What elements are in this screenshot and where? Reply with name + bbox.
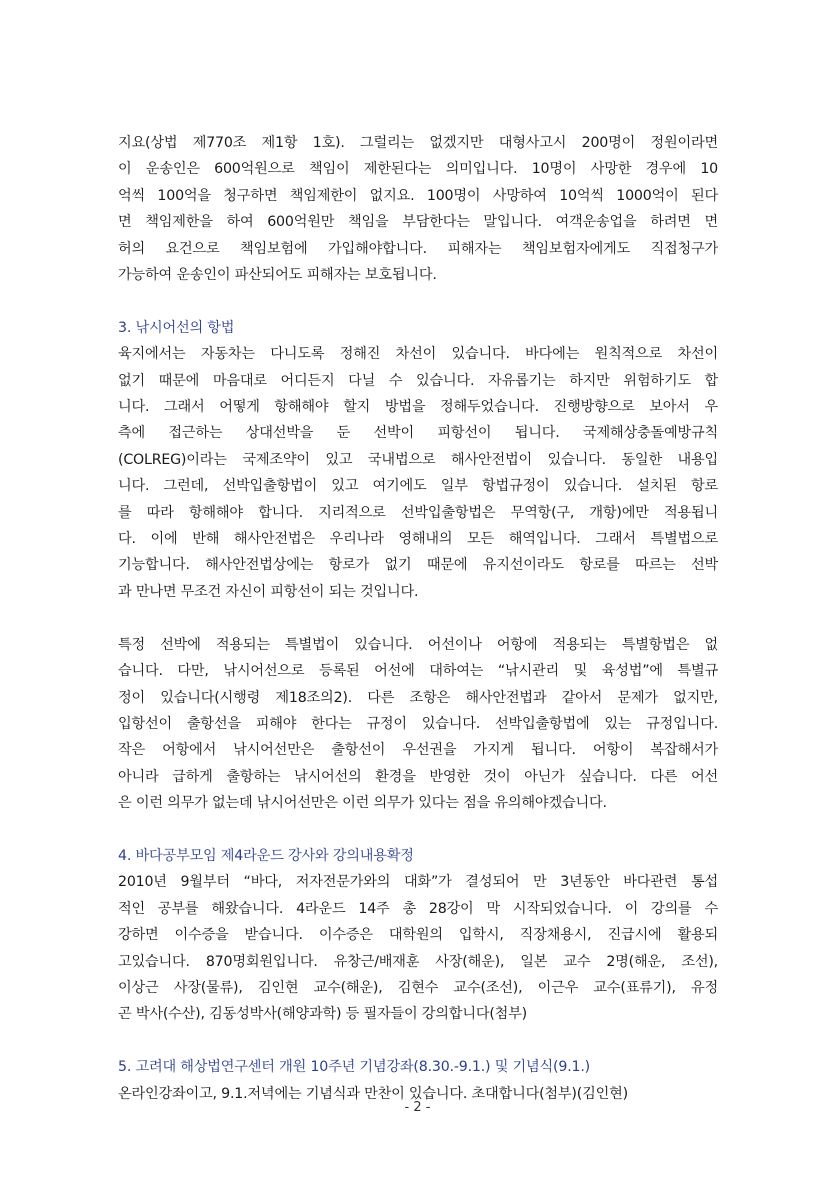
text-line: 곤 박사(수산), 김동성박사(해양과학) 등 필자들이 강의합니다(첨부)	[118, 1006, 528, 1023]
section-paragraph	[118, 632, 718, 817]
section-paragraph	[118, 341, 718, 605]
text-line: 니다. 그런데, 선박입출항법이 있고 여기에도 일부 항법규정이 있습니다. 설치된 항로	[118, 478, 718, 495]
text-line: 습니다. 다만, 낚시어선으로 등록된 어선에 대하여는 “낚시관리 및 육성법”에 특별규	[118, 663, 718, 680]
text-line: 적인 공부를 해왔습니다. 4라운드 14주 총 28강이 막 시작되었습니다. 이 강의를 수	[118, 900, 718, 917]
text-line: 입항선이 출항선을 피해야 한다는 규정이 있습니다. 선박입출항법에 있는 규정입니다.	[118, 715, 718, 732]
text-line: 억씩 100억을 청구하면 책임제한이 없지요. 100명이 사망하여 10억씩 1000억이 된다	[118, 187, 718, 204]
text-line: 육지에서는 자동차는 다니도록 정해진 차선이 있습니다. 바다에는 원칙적으로 차선이	[118, 346, 718, 363]
text-line: 가능하여 운송인이 파산되어도 피해자는 보호됩니다.	[118, 267, 437, 284]
section-paragraph	[118, 130, 718, 288]
text-line: 이상근 사장(물류), 김인현 교수(해운), 김현수 교수(조선), 이근우 교수(표류기), 유정	[118, 979, 718, 996]
section-gap	[118, 817, 718, 843]
text-line: 아니라 급하게 출항하는 낚시어선의 환경을 반영한 것이 아닌가 싶습니다. 다른 어선	[118, 768, 718, 785]
section-heading: 4. 바다공부모임 제4라운드 강사와 강의내용확정	[118, 847, 414, 864]
text-line: 고있습니다. 870명회원입니다. 유창근/배재훈 사장(해운), 일본 교수 2명(해운, 조선),	[118, 953, 718, 970]
text-line: 강하면 이수증을 받습니다. 이수증은 대학원의 입학시, 직장채용시, 진급시에 활용되	[118, 927, 718, 944]
text-line: 특정 선박에 적용되는 특별법이 있습니다. 어선이나 어항에 적용되는 특별항법은 없	[118, 636, 718, 653]
document-body	[118, 130, 718, 1107]
section-paragraph	[118, 869, 718, 1027]
text-line: 온라인강좌이고, 9.1.저녁에는 기념식과 만찬이 있습니다. 초대합니다(첨부)(김인현)	[118, 1085, 628, 1102]
section-heading: 3. 낚시어선의 항법	[118, 319, 235, 336]
text-line: 니다. 그래서 어떻게 항해해야 할지 방법을 정해두었습니다. 진행방향으로 보아서 우	[118, 399, 718, 416]
section-gap	[118, 288, 718, 314]
text-line: 은 이런 의무가 없는데 낚시어선만은 이런 의무가 있다는 점을 유의해야겠습니다.	[118, 795, 607, 812]
text-line: 없기 때문에 마음대로 어디든지 다닐 수 있습니다. 자유롭기는 하지만 위험하기도 합	[118, 372, 718, 389]
text-line: 기능합니다. 해사안전법상에는 항로가 없기 때문에 유지선이라도 항로를 따르는 선박	[118, 557, 718, 574]
text-line: 허의 요건으로 책임보험에 가입해야합니다. 피해자는 책임보험자에게도 직접청구가	[118, 240, 718, 257]
section-gap	[118, 1028, 718, 1054]
section-gap	[118, 605, 718, 631]
text-line: 과 만나면 무조건 자신이 피항선이 되는 것입니다.	[118, 583, 419, 600]
text-line: 지요(상법 제770조 제1항 1호). 그럴리는 없겠지만 대형사고시 200명이 정원이라면	[118, 135, 718, 151]
text-line: 2010년 9월부터 “바다, 저자전문가와의 대화”가 결성되어 만 3년동안 바다관련 통섭	[118, 874, 718, 891]
text-line: (COLREG)이라는 국제조약이 있고 국내법으로 해사안전법이 있습니다. 동일한 내용입	[118, 451, 718, 468]
text-line: 작은 어항에서 낚시어선만은 출항선이 우선권을 가지게 됩니다. 어항이 복잡해서가	[118, 742, 718, 759]
text-line: 다. 이에 반해 해사안전법은 우리나라 영해내의 모든 해역입니다. 그래서 특별법으로	[118, 531, 718, 548]
page-number: - 2 -	[404, 1100, 431, 1115]
text-line: 측에 접근하는 상대선박을 둔 선박이 피항선이 됩니다. 국제해상충돌예방규칙	[118, 425, 718, 442]
text-line: 를 따라 항해해야 합니다. 지리적으로 선박입출항법은 무역항(구, 개항)에만 적용됩니	[118, 504, 718, 521]
section-heading: 5. 고려대 해상법연구센터 개원 10주년 기념강좌(8.30.-9.1.) 및 기념식(9.1.)	[118, 1059, 590, 1076]
text-line: 면 책임제한을 하여 600억원만 책임을 부담한다는 말입니다. 여객운송업을 하려면 면	[118, 214, 718, 231]
text-line: 정이 있습니다(시행령 제18조의2). 다른 조항은 해사안전법과 같아서 문제가 없지만,	[118, 689, 718, 706]
text-line: 이 운송인은 600억원으로 책임이 제한된다는 의미입니다. 10명이 사망한 경우에 10	[118, 161, 718, 178]
